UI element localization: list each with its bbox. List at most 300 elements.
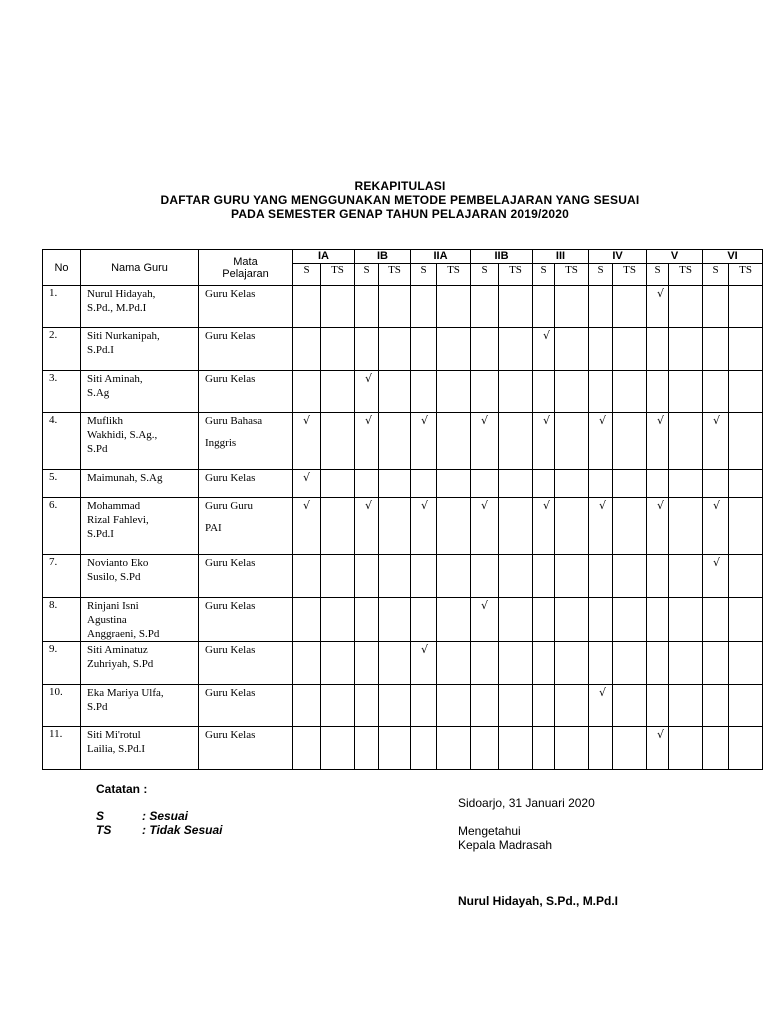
check-cell-ib-s — [355, 470, 379, 498]
check-cell-ib-ts — [379, 555, 411, 598]
check-cell-iib-ts — [499, 328, 533, 371]
check-cell-iv-ts — [613, 470, 647, 498]
check-cell-v-s — [647, 642, 669, 685]
check-cell-iib-s — [471, 642, 499, 685]
subject — [199, 685, 293, 727]
teacher-name-line: Zuhriyah, S.Pd — [87, 658, 154, 670]
checkmark-icon: √ — [303, 414, 311, 427]
check-cell-iib-s — [471, 685, 499, 727]
header-mata: Mata — [233, 255, 258, 268]
class-header: IA — [293, 250, 355, 264]
check-cell-ia-s — [293, 642, 321, 685]
teacher-name-line: Rinjani Isni — [87, 600, 139, 612]
check-cell-v-s — [647, 328, 669, 371]
class-header: IIB — [471, 250, 533, 264]
check-cell-vi-s — [703, 371, 729, 413]
checkmark-icon: √ — [657, 287, 665, 300]
check-cell-ia-s — [293, 286, 321, 328]
legend-ts-key: TS — [96, 823, 112, 837]
check-cell-vi-ts — [729, 727, 763, 770]
subject-line: Guru Guru — [205, 500, 253, 512]
check-cell-iia-s — [411, 555, 437, 598]
checkmark-icon: √ — [303, 471, 311, 484]
row-number: 5. — [43, 470, 81, 498]
subject — [199, 498, 293, 555]
teacher-name-line: Muflikh — [87, 415, 124, 427]
checkmark-icon: √ — [599, 686, 607, 699]
check-cell-iii-s — [533, 413, 555, 470]
check-cell-iib-s — [471, 470, 499, 498]
check-cell-v-s — [647, 685, 669, 727]
row-number: 7. — [43, 555, 81, 598]
subheader-ts: TS — [555, 264, 589, 286]
check-cell-iia-s — [411, 685, 437, 727]
signature-place-date: Sidoarjo, 31 Januari 2020 — [458, 796, 595, 810]
check-cell-iv-ts — [613, 642, 647, 685]
check-cell-v-s — [647, 498, 669, 555]
check-cell-iv-ts — [613, 598, 647, 642]
checkmark-icon: √ — [365, 372, 373, 385]
check-cell-ia-s — [293, 371, 321, 413]
legend-ts-value: : Tidak Sesuai — [142, 823, 223, 837]
check-cell-v-ts — [669, 371, 703, 413]
check-cell-iia-s — [411, 371, 437, 413]
check-cell-iv-s — [589, 371, 613, 413]
check-cell-ib-s — [355, 642, 379, 685]
subheader-s: S — [589, 264, 613, 286]
check-cell-iia-ts — [437, 727, 471, 770]
check-cell-ib-ts — [379, 413, 411, 470]
check-cell-iia-s — [411, 498, 437, 555]
check-cell-iia-s — [411, 642, 437, 685]
check-cell-v-ts — [669, 470, 703, 498]
check-cell-iib-s — [471, 727, 499, 770]
header-nama-guru: Nama Guru — [81, 250, 199, 286]
check-cell-iv-ts — [613, 498, 647, 555]
check-cell-ib-ts — [379, 642, 411, 685]
subject-line: Guru Kelas — [205, 557, 256, 569]
subject — [199, 371, 293, 413]
check-cell-ia-ts — [321, 555, 355, 598]
teacher-name-line: Novianto Eko — [87, 557, 149, 569]
teacher-name — [81, 371, 199, 413]
checkmark-icon: √ — [543, 499, 551, 512]
check-cell-iv-ts — [613, 413, 647, 470]
check-cell-ib-ts — [379, 498, 411, 555]
check-cell-iia-ts — [437, 642, 471, 685]
subject — [199, 328, 293, 371]
subject-line: Guru Kelas — [205, 330, 256, 342]
check-cell-v-s — [647, 598, 669, 642]
check-cell-iib-s — [471, 555, 499, 598]
teacher-name — [81, 598, 199, 642]
teacher-name-line: Lailia, S.Pd.I — [87, 743, 146, 755]
check-cell-ia-ts — [321, 328, 355, 371]
check-cell-ib-ts — [379, 371, 411, 413]
subject — [199, 642, 293, 685]
table-row — [43, 642, 763, 685]
checkmark-icon: √ — [481, 499, 489, 512]
check-cell-iii-ts — [555, 598, 589, 642]
subject-line: PAI — [205, 522, 222, 534]
teacher-name-line: Agustina — [87, 614, 127, 626]
title-line-1: REKAPITULASI — [354, 179, 446, 193]
class-header: IB — [355, 250, 411, 264]
teacher-name-line: Anggraeni, S.Pd — [87, 628, 160, 640]
check-cell-ib-s — [355, 727, 379, 770]
teacher-name-line: S.Pd — [87, 701, 108, 713]
row-number: 11. — [43, 727, 81, 770]
check-cell-iib-ts — [499, 470, 533, 498]
check-cell-iib-ts — [499, 371, 533, 413]
recap-table — [42, 249, 763, 770]
checkmark-icon: √ — [421, 643, 429, 656]
teacher-name-line: Siti Nurkanipah, — [87, 330, 160, 342]
check-cell-vi-s — [703, 413, 729, 470]
class-header: III — [533, 250, 589, 264]
check-cell-ib-s — [355, 498, 379, 555]
subject-line: Inggris — [205, 437, 237, 449]
check-cell-iib-s — [471, 413, 499, 470]
check-cell-ia-s — [293, 470, 321, 498]
check-cell-v-ts — [669, 498, 703, 555]
check-cell-iib-s — [471, 371, 499, 413]
signature-position: Kepala Madrasah — [458, 838, 553, 852]
teacher-name-line: Siti Mi'rotul — [87, 729, 141, 741]
check-cell-v-ts — [669, 642, 703, 685]
check-cell-ib-s — [355, 413, 379, 470]
check-cell-iia-ts — [437, 498, 471, 555]
check-cell-iia-s — [411, 727, 437, 770]
subheader-ts: TS — [321, 264, 355, 286]
header-pelajaran: Pelajaran — [222, 267, 269, 280]
table-row — [43, 685, 763, 727]
check-cell-v-s — [647, 470, 669, 498]
check-cell-iv-ts — [613, 685, 647, 727]
check-cell-iii-s — [533, 642, 555, 685]
check-cell-iia-ts — [437, 286, 471, 328]
check-cell-iii-s — [533, 598, 555, 642]
teacher-name-line: Rizal Fahlevi, — [87, 514, 149, 526]
class-header: V — [647, 250, 703, 264]
checkmark-icon: √ — [481, 599, 489, 612]
table-row — [43, 470, 763, 498]
row-number: 3. — [43, 371, 81, 413]
check-cell-vi-s — [703, 727, 729, 770]
header-row-classes — [43, 250, 763, 264]
checkmark-icon: √ — [365, 414, 373, 427]
check-cell-iv-ts — [613, 286, 647, 328]
teacher-name — [81, 642, 199, 685]
legend-s-value: : Sesuai — [142, 809, 189, 823]
check-cell-v-ts — [669, 727, 703, 770]
check-cell-iv-s — [589, 642, 613, 685]
check-cell-ib-s — [355, 371, 379, 413]
check-cell-iii-s — [533, 470, 555, 498]
checkmark-icon: √ — [599, 414, 607, 427]
teacher-name — [81, 727, 199, 770]
check-cell-iia-ts — [437, 371, 471, 413]
check-cell-iii-s — [533, 286, 555, 328]
check-cell-iii-s — [533, 328, 555, 371]
table-row — [43, 498, 763, 555]
check-cell-v-s — [647, 555, 669, 598]
legend-s-key: S — [96, 809, 105, 823]
check-cell-iib-ts — [499, 413, 533, 470]
check-cell-iv-s — [589, 286, 613, 328]
check-cell-iib-ts — [499, 286, 533, 328]
teacher-name-line: S.Pd.I — [87, 528, 114, 540]
checkmark-icon: √ — [599, 499, 607, 512]
check-cell-iia-ts — [437, 413, 471, 470]
table-row — [43, 371, 763, 413]
table-row — [43, 328, 763, 371]
check-cell-vi-ts — [729, 555, 763, 598]
check-cell-v-ts — [669, 286, 703, 328]
signature-name: Nurul Hidayah, S.Pd., M.Pd.I — [458, 894, 619, 908]
notes-title: Catatan : — [96, 782, 148, 796]
subject-line: Guru Kelas — [205, 729, 256, 741]
check-cell-vi-ts — [729, 642, 763, 685]
subheader-s: S — [471, 264, 499, 286]
check-cell-iib-ts — [499, 642, 533, 685]
row-number: 10. — [43, 685, 81, 727]
subheader-ts: TS — [669, 264, 703, 286]
subheader-s: S — [293, 264, 321, 286]
check-cell-ib-ts — [379, 598, 411, 642]
teacher-name-line: Siti Aminatuz — [87, 644, 148, 656]
table-row — [43, 413, 763, 470]
check-cell-ia-ts — [321, 498, 355, 555]
check-cell-iib-s — [471, 286, 499, 328]
check-cell-ib-s — [355, 328, 379, 371]
check-cell-iia-s — [411, 286, 437, 328]
check-cell-iv-s — [589, 727, 613, 770]
checkmark-icon: √ — [657, 414, 665, 427]
check-cell-iia-ts — [437, 328, 471, 371]
table-row — [43, 286, 763, 328]
teacher-name — [81, 685, 199, 727]
signature-mengetahui: Mengetahui — [458, 824, 521, 838]
check-cell-iib-ts — [499, 727, 533, 770]
check-cell-vi-s — [703, 328, 729, 371]
checkmark-icon: √ — [657, 499, 665, 512]
row-number: 4. — [43, 413, 81, 470]
check-cell-ib-s — [355, 286, 379, 328]
teacher-name-line: Nurul Hidayah, — [87, 288, 156, 300]
check-cell-vi-s — [703, 685, 729, 727]
check-cell-iib-ts — [499, 498, 533, 555]
teacher-name — [81, 498, 199, 555]
header-no: No — [43, 250, 81, 286]
check-cell-ia-ts — [321, 286, 355, 328]
check-cell-vi-s — [703, 598, 729, 642]
subject — [199, 413, 293, 470]
subheader-ts: TS — [379, 264, 411, 286]
subject-line: Guru Kelas — [205, 687, 256, 699]
check-cell-iia-s — [411, 470, 437, 498]
check-cell-iii-ts — [555, 685, 589, 727]
checkmark-icon: √ — [421, 499, 429, 512]
check-cell-iii-s — [533, 685, 555, 727]
class-header: IV — [589, 250, 647, 264]
teacher-name-line: Susilo, S.Pd — [87, 571, 141, 583]
teacher-name — [81, 413, 199, 470]
subject-line: Guru Kelas — [205, 644, 256, 656]
check-cell-iii-ts — [555, 498, 589, 555]
check-cell-iv-ts — [613, 328, 647, 371]
check-cell-iia-ts — [437, 685, 471, 727]
check-cell-ib-ts — [379, 328, 411, 371]
check-cell-v-s — [647, 371, 669, 413]
check-cell-vi-ts — [729, 286, 763, 328]
check-cell-iib-ts — [499, 598, 533, 642]
subject-line: Guru Bahasa — [205, 415, 263, 427]
row-number: 1. — [43, 286, 81, 328]
check-cell-iib-s — [471, 598, 499, 642]
check-cell-iv-s — [589, 555, 613, 598]
table-row — [43, 555, 763, 598]
subheader-ts: TS — [729, 264, 763, 286]
check-cell-ia-s — [293, 413, 321, 470]
check-cell-ia-ts — [321, 598, 355, 642]
subject — [199, 286, 293, 328]
check-cell-iii-ts — [555, 371, 589, 413]
row-number: 6. — [43, 498, 81, 555]
checkmark-icon: √ — [713, 499, 721, 512]
check-cell-iii-ts — [555, 642, 589, 685]
check-cell-iii-ts — [555, 470, 589, 498]
check-cell-iv-s — [589, 328, 613, 371]
teacher-name-line: Eka Mariya Ulfa, — [87, 687, 164, 699]
check-cell-iv-ts — [613, 371, 647, 413]
check-cell-iia-s — [411, 328, 437, 371]
teacher-name-line: Siti Aminah, — [87, 373, 143, 385]
subject-line: Guru Kelas — [205, 288, 256, 300]
table-row — [43, 727, 763, 770]
check-cell-iia-ts — [437, 598, 471, 642]
title-line-2: DAFTAR GURU YANG MENGGUNAKAN METODE PEMBELAJARAN YANG SESUAI — [160, 193, 640, 207]
check-cell-vi-ts — [729, 470, 763, 498]
check-cell-vi-ts — [729, 413, 763, 470]
check-cell-iii-ts — [555, 328, 589, 371]
check-cell-iii-s — [533, 555, 555, 598]
check-cell-v-s — [647, 727, 669, 770]
subject-line: Guru Kelas — [205, 472, 256, 484]
check-cell-v-s — [647, 413, 669, 470]
check-cell-vi-s — [703, 555, 729, 598]
subheader-s: S — [355, 264, 379, 286]
row-number: 2. — [43, 328, 81, 371]
check-cell-iv-s — [589, 498, 613, 555]
checkmark-icon: √ — [481, 414, 489, 427]
check-cell-vi-s — [703, 470, 729, 498]
header-mata-pelajaran — [199, 250, 293, 286]
check-cell-iv-ts — [613, 727, 647, 770]
check-cell-ia-s — [293, 555, 321, 598]
check-cell-iii-s — [533, 727, 555, 770]
check-cell-ib-ts — [379, 685, 411, 727]
check-cell-iii-ts — [555, 413, 589, 470]
check-cell-ia-ts — [321, 642, 355, 685]
check-cell-ib-ts — [379, 286, 411, 328]
check-cell-ib-ts — [379, 727, 411, 770]
class-header: IIA — [411, 250, 471, 264]
checkmark-icon: √ — [657, 728, 665, 741]
check-cell-iib-s — [471, 328, 499, 371]
check-cell-iii-ts — [555, 286, 589, 328]
check-cell-iii-s — [533, 371, 555, 413]
subject-line: Guru Kelas — [205, 600, 256, 612]
check-cell-vi-ts — [729, 328, 763, 371]
subheader-ts: TS — [613, 264, 647, 286]
check-cell-v-ts — [669, 685, 703, 727]
check-cell-ia-s — [293, 328, 321, 371]
teacher-name-line: Maimunah, S.Ag — [87, 472, 163, 484]
check-cell-vi-ts — [729, 498, 763, 555]
check-cell-iia-ts — [437, 555, 471, 598]
check-cell-iia-s — [411, 413, 437, 470]
teacher-name — [81, 328, 199, 371]
check-cell-iv-s — [589, 470, 613, 498]
subject — [199, 598, 293, 642]
checkmark-icon: √ — [713, 414, 721, 427]
class-header: VI — [703, 250, 763, 264]
subheader-ts: TS — [437, 264, 471, 286]
check-cell-v-ts — [669, 555, 703, 598]
row-number: 9. — [43, 642, 81, 685]
check-cell-vi-s — [703, 498, 729, 555]
subject — [199, 555, 293, 598]
check-cell-vi-s — [703, 642, 729, 685]
check-cell-ia-ts — [321, 727, 355, 770]
check-cell-ia-s — [293, 598, 321, 642]
teacher-name-line: S.Ag — [87, 387, 110, 399]
check-cell-iii-s — [533, 498, 555, 555]
checkmark-icon: √ — [713, 556, 721, 569]
teacher-name — [81, 555, 199, 598]
subheader-ts: TS — [499, 264, 533, 286]
teacher-name — [81, 470, 199, 498]
check-cell-iv-s — [589, 598, 613, 642]
subheader-s: S — [533, 264, 555, 286]
check-cell-ia-ts — [321, 685, 355, 727]
check-cell-iib-ts — [499, 685, 533, 727]
check-cell-v-ts — [669, 598, 703, 642]
check-cell-ib-s — [355, 598, 379, 642]
check-cell-iv-s — [589, 413, 613, 470]
checkmark-icon: √ — [543, 414, 551, 427]
checkmark-icon: √ — [303, 499, 311, 512]
check-cell-v-ts — [669, 413, 703, 470]
subheader-s: S — [703, 264, 729, 286]
title-line-3: PADA SEMESTER GENAP TAHUN PELAJARAN 2019/2020 — [231, 207, 569, 221]
subheader-s: S — [411, 264, 437, 286]
check-cell-v-ts — [669, 328, 703, 371]
subject — [199, 727, 293, 770]
check-cell-iib-s — [471, 498, 499, 555]
check-cell-iv-ts — [613, 555, 647, 598]
check-cell-iv-s — [589, 685, 613, 727]
check-cell-iia-ts — [437, 470, 471, 498]
check-cell-ia-ts — [321, 371, 355, 413]
table-body — [43, 250, 763, 770]
check-cell-v-s — [647, 286, 669, 328]
check-cell-ib-ts — [379, 470, 411, 498]
check-cell-ia-s — [293, 685, 321, 727]
check-cell-ia-s — [293, 727, 321, 770]
teacher-name-line: S.Pd., M.Pd.I — [87, 302, 147, 314]
